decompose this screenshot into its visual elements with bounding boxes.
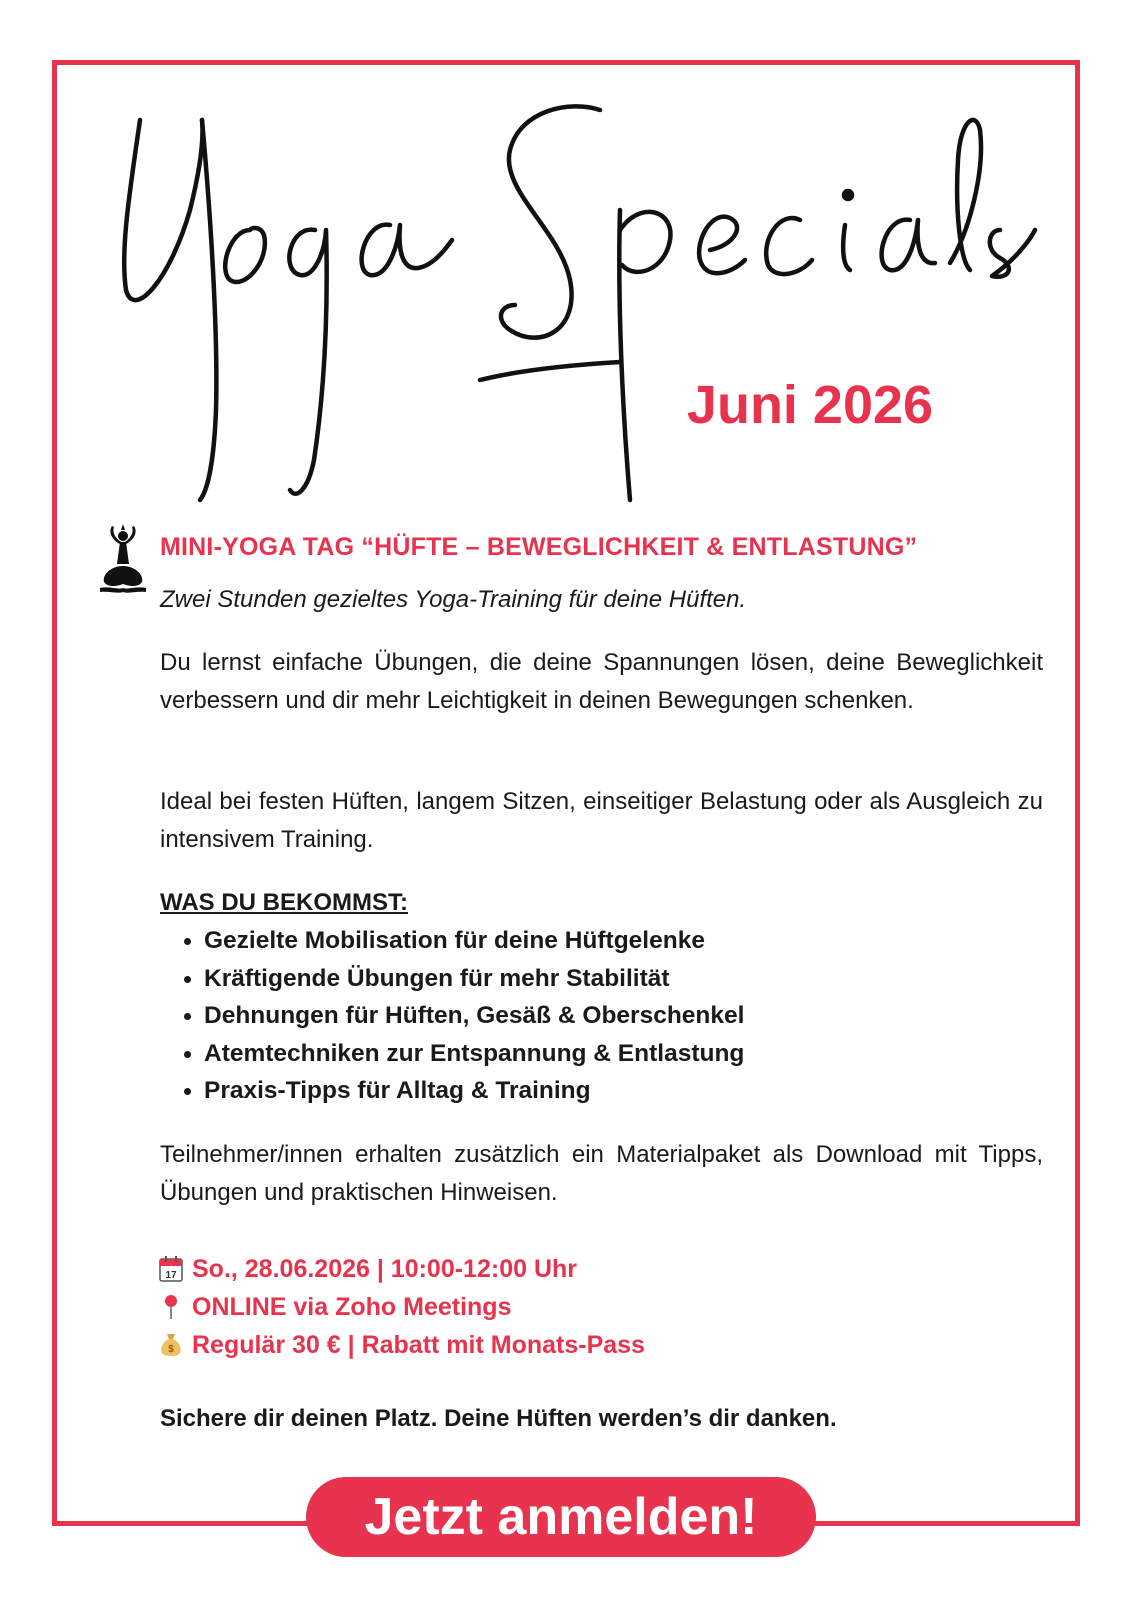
benefit-item: Dehnungen für Hüften, Gesäß & Oberschenkel	[176, 997, 744, 1035]
event-location-text: ONLINE via Zoho Meetings	[192, 1292, 512, 1321]
event-tagline: Zwei Stunden gezieltes Yoga-Training für deine Hüften.	[160, 586, 747, 613]
event-date-row	[158, 1250, 645, 1288]
pin-icon	[158, 1293, 184, 1321]
materials-note: Teilnehmer/innen erhalten zusätzlich ein Materialpaket als Download mit Tipps, Übungen und praktischen Hinweisen.	[160, 1141, 1043, 1206]
benefit-item: Gezielte Mobilisation für deine Hüftgelenke	[176, 922, 744, 960]
event-price-row	[158, 1326, 645, 1364]
svg-text:17: 17	[165, 1270, 177, 1281]
meditation-pose-icon	[98, 522, 148, 598]
event-target-audience: Ideal bei festen Hüften, langem Sitzen, einseitiger Belastung oder als Ausgleich zu intensivem Training.	[160, 788, 1043, 853]
svg-text:$: $	[168, 1344, 174, 1355]
event-title: MINI-YOGA TAG “HÜFTE – BEWEGLICHKEIT & ENTLASTUNG”	[160, 533, 918, 561]
month-year-subtitle: Juni 2026	[686, 375, 934, 435]
event-location-row	[158, 1288, 645, 1326]
closing-statement: Sichere dir deinen Platz. Deine Hüften werden’s dir danken.	[160, 1405, 837, 1432]
script-title-lettering	[100, 80, 1040, 510]
event-date-text: So., 28.06.2026 | 10:00-12:00 Uhr	[192, 1254, 577, 1283]
event-description: Du lernst einfache Übungen, die deine Spannungen lösen, deine Beweglichkeit verbessern und dir mehr Leichtigkeit in deinen Bewegungen schenken.	[160, 649, 1043, 714]
benefit-item: Atemtechniken zur Entspannung & Entlastung	[176, 1035, 744, 1073]
register-button[interactable]: Jetzt anmelden!	[306, 1477, 816, 1557]
benefits-list	[176, 922, 744, 1110]
calendar-icon	[158, 1255, 184, 1283]
event-details	[158, 1250, 645, 1364]
benefit-item: Praxis-Tipps für Alltag & Training	[176, 1072, 744, 1110]
event-price-text: Regulär 30 € | Rabatt mit Monats-Pass	[192, 1330, 645, 1359]
money-bag-icon	[158, 1331, 184, 1359]
benefits-heading: WAS DU BEKOMMST:	[160, 889, 408, 916]
benefit-item: Kräftigende Übungen für mehr Stabilität	[176, 960, 744, 998]
